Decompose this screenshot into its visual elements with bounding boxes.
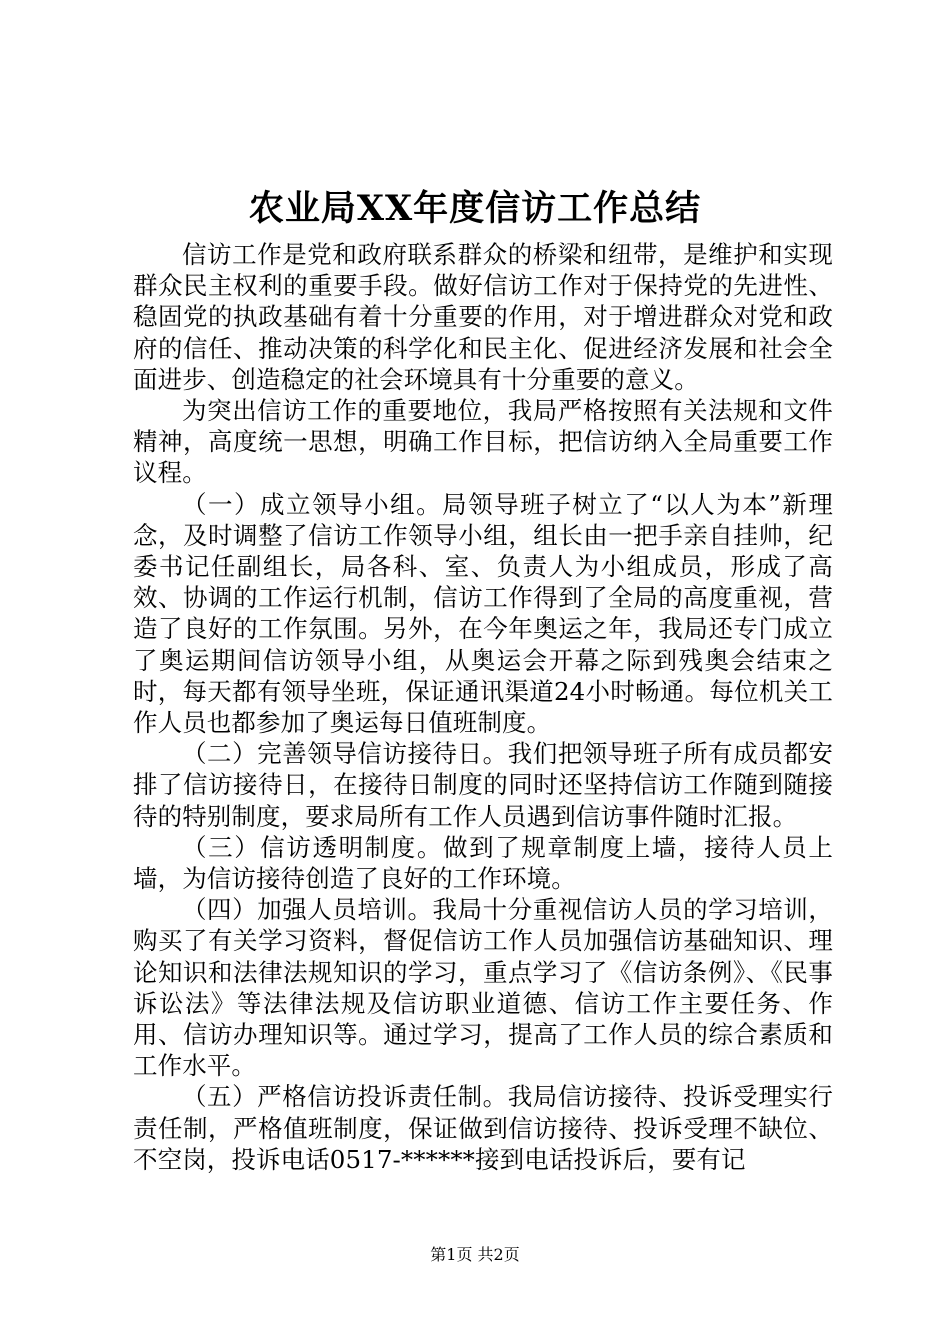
page-footer: 第1页 共2页 [430,1245,520,1264]
paragraph-item-4: （四）加强人员培训。我局十分重视信访人员的学习培训，购买了有关学习资料，督促信访工作人员加强信访基础知识、理论知识和法律法规知识的学习，重点学习了《信访条例》、《民事诉讼法》等法律法规及信访职业道德、信访工作主要任务、作用、信访办理知识等。通过学习，提高了工作人员的综合素质和工作水平。 [133,895,833,1081]
paragraph-item-3: （三）信访透明制度。做到了规章制度上墙，接待人员上墙，为信访接待创造了良好的工作环境。 [133,832,833,894]
paragraph-item-5: （五）严格信访投诉责任制。我局信访接待、投诉受理实行责任制，严格值班制度，保证做到信访接待、投诉受理不缺位、不空岗，投诉电话0517-******接到电话投诉后，要有记 [133,1082,833,1174]
paragraph-item-2: （二）完善领导信访接待日。我们把领导班子所有成员都安排了信访接待日，在接待日制度的同时还坚持信访工作随到随接待的特别制度，要求局所有工作人员遇到信访事件随时汇报。 [133,739,833,831]
paragraph-item-1: （一）成立领导小组。局领导班子树立了“以人为本”新理念，及时调整了信访工作领导小组，组长由一把手亲自挂帅，纪委书记任副组长，局各科、室、负责人为小组成员，形成了高效、协调的工作运行机制，信访工作得到了全局的高度重视，营造了良好的工作氛围。另外，在今年奥运之年，我局还专门成立了奥运期间信访领导小组，从奥运会开幕之际到残奥会结束之时，每天都有领导坐班，保证通讯渠道24小时畅通。每位机关工作人员也都参加了奥运每日值班制度。 [133,489,833,738]
document-title: 农业局XX年度信访工作总结 [248,188,702,229]
paragraph-overview: 为突出信访工作的重要地位，我局严格按照有关法规和文件精神，高度统一思想，明确工作目标，把信访纳入全局重要工作议程。 [133,396,833,488]
paragraph-intro: 信访工作是党和政府联系群众的桥梁和纽带，是维护和实现群众民主权利的重要手段。做好信访工作对于保持党的先进性、稳固党的执政基础有着十分重要的作用，对于增进群众对党和政府的信任、推动决策的科学化和民主化、促进经济发展和社会全面进步、创造稳定的社会环境具有十分重要的意义。 [133,240,833,394]
document-body [133,239,833,1175]
